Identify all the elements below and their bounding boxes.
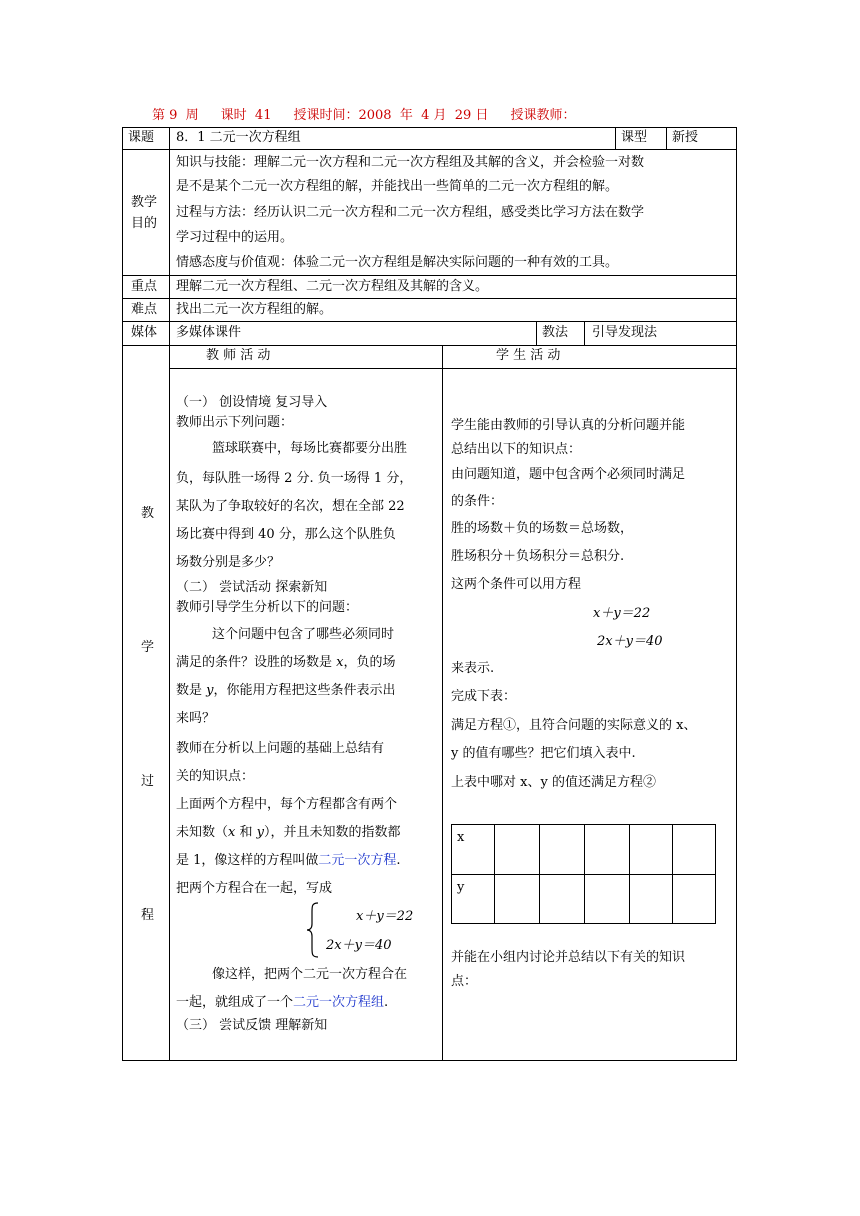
text-part: 和 [235, 825, 257, 840]
section-heading: （二） 尝试活动 探索新知 [176, 580, 328, 595]
student-activity-header: 学 生 活 动 [496, 348, 561, 363]
text-part: . [396, 853, 401, 868]
student-text: 的条件： [451, 494, 504, 509]
teacher-text [176, 848, 401, 874]
teacher-text: 上面两个方程中，每个方程都含有两个 [176, 797, 398, 812]
text-part: ，负的场 [343, 655, 396, 670]
student-text: 点： [451, 974, 478, 989]
problem-text: 场数分别是多少？ [176, 555, 281, 570]
student-text: y 的值有哪些？把它们填入表中. [451, 746, 636, 761]
process-char: 学 [141, 640, 155, 655]
goal-line: 知识与技能：理解二元一次方程和二元一次方程组及其解的含义，并会检验一对数 [176, 155, 645, 170]
teacher-text [176, 678, 396, 704]
text-part: 一起，就组成了一个 [176, 995, 294, 1010]
student-text: 胜场积分＋负场积分＝总积分. [451, 549, 625, 564]
teacher-activity-header: 教 师 活 动 [206, 348, 271, 363]
teacher-text: 教师引导学生分析以下的问题： [176, 600, 359, 615]
student-text: 来表示. [451, 661, 495, 676]
header-week: 第 9 周 [152, 108, 199, 123]
goal-line: 情感态度与价值观：体验二元一次方程组是解决实际问题的一种有效的工具。 [176, 255, 619, 270]
col-rule [536, 321, 537, 345]
col-rule [615, 127, 616, 149]
problem-text: 场比赛中得到 40 分，那么这个队胜负 [176, 527, 396, 542]
student-text: 胜的场数＋负的场数＝总场数， [451, 521, 634, 536]
equation-1: x＋y＝22 [356, 909, 414, 924]
col-rule [169, 127, 170, 1061]
text-part: 未知数（ [176, 825, 229, 840]
teacher-text: 把两个方程合在一起，写成 [176, 881, 333, 896]
student-text: 由问题知道，题中包含两个必须同时满足 [451, 467, 686, 482]
student-text: 满足方程①，且符合问题的实际意义的 x、 [451, 718, 697, 733]
equation-2: 2x＋y＝40 [597, 634, 663, 649]
lesson-header [152, 106, 597, 126]
process-char: 程 [141, 908, 155, 923]
equation-1: x＋y＝22 [593, 606, 651, 621]
problem-text: 某队为了争取较好的名次，想在全部 22 [176, 499, 405, 514]
media-label: 媒体 [131, 325, 158, 340]
col-rule [442, 345, 443, 1061]
left-brace-icon [306, 902, 320, 958]
table-rule [494, 824, 495, 924]
method-value: 引导发现法 [592, 325, 658, 340]
problem-text: 负，每队胜一场得 2 分. 负一场得 1 分， [176, 471, 413, 486]
table-rule [629, 824, 630, 924]
teacher-text: 像这样，把两个二元一次方程合在 [212, 967, 408, 982]
teacher-text [176, 650, 396, 676]
header-teacher: 授课教师： [510, 108, 576, 123]
teacher-text [176, 990, 388, 1016]
student-text: 总结出以下的知识点： [451, 442, 582, 457]
row-rule [122, 321, 737, 322]
teacher-text: 来吗？ [176, 711, 216, 726]
variable-y: y [256, 825, 264, 840]
table-row-label-y: y [457, 880, 465, 895]
student-text: 并能在小组内讨论并总结以下有关的知识 [451, 950, 686, 965]
col-rule [666, 127, 667, 149]
type-value: 新授 [672, 130, 699, 145]
teacher-text: 关的知识点： [176, 769, 255, 784]
goal-label: 教学 [131, 195, 158, 210]
teacher-text [176, 820, 401, 846]
topic-value: 8．1 二元一次方程组 [176, 130, 301, 145]
col-rule [584, 321, 585, 345]
row-rule [122, 298, 737, 299]
goal-label: 目的 [131, 216, 158, 231]
topic-label: 课题 [128, 130, 155, 145]
student-text: 上表中哪对 x、y 的值还满足方程② [451, 775, 656, 790]
variable-x: x [228, 825, 236, 840]
table-rule [672, 824, 673, 924]
process-char: 教 [141, 506, 155, 521]
process-char: 过 [141, 774, 155, 789]
difficulty-value: 找出二元一次方程组的解。 [176, 302, 333, 317]
teacher-text: 这个问题中包含了哪些必须同时 [212, 627, 395, 642]
student-text: 完成下表： [451, 689, 517, 704]
text-part: . [384, 995, 389, 1010]
section-heading: （一） 创设情境 复习导入 [176, 395, 328, 410]
student-text: 学生能由教师的引导认真的分析问题并能 [451, 418, 686, 433]
method-label: 教法 [542, 325, 569, 340]
table-rule [584, 824, 585, 924]
text-part: 满足的条件？设胜的场数是 [176, 655, 337, 670]
goal-line: 是不是某个二元一次方程组的解，并能找出一些简单的二元一次方程组的解。 [176, 179, 619, 194]
key-label: 重点 [131, 279, 158, 294]
text-part: 是 1，像这样的方程叫做 [176, 853, 319, 868]
equation-2: 2x＋y＝40 [326, 938, 392, 953]
goal-line: 过程与方法：经历认识二元一次方程和二元一次方程组，感受类比学习方法在数学 [176, 205, 645, 220]
teacher-text: 教师出示下列问题： [176, 415, 294, 430]
term-linear-system: 二元一次方程组 [293, 995, 385, 1010]
goal-line: 学习过程中的运用。 [176, 230, 294, 245]
text-part: 数是 [176, 683, 207, 698]
header-date: 授课时间：2008 年 4 月 29 日 [293, 108, 489, 123]
student-text: 这两个条件可以用方程 [451, 577, 582, 592]
section-heading: （三） 尝试反馈 理解新知 [176, 1018, 328, 1033]
variable-x: x [336, 655, 344, 670]
header-lesson: 课时 41 [220, 108, 272, 123]
problem-text: 篮球联赛中，每场比赛都要分出胜 [212, 441, 408, 456]
text-part: ，你能用方程把这些条件表示出 [213, 683, 396, 698]
row-rule [169, 368, 737, 369]
type-label: 课型 [621, 130, 648, 145]
table-row-label-x: x [457, 830, 465, 845]
table-rule [539, 824, 540, 924]
term-linear-equation: 二元一次方程 [318, 853, 397, 868]
teacher-text: 教师在分析以上问题的基础上总结有 [176, 741, 385, 756]
text-part: ），并且未知数的指数都 [263, 825, 401, 840]
media-value: 多媒体课件 [176, 325, 242, 340]
variable-y: y [206, 683, 214, 698]
key-value: 理解二元一次方程组、二元一次方程组及其解的含义。 [176, 279, 489, 294]
difficulty-label: 难点 [131, 302, 158, 317]
